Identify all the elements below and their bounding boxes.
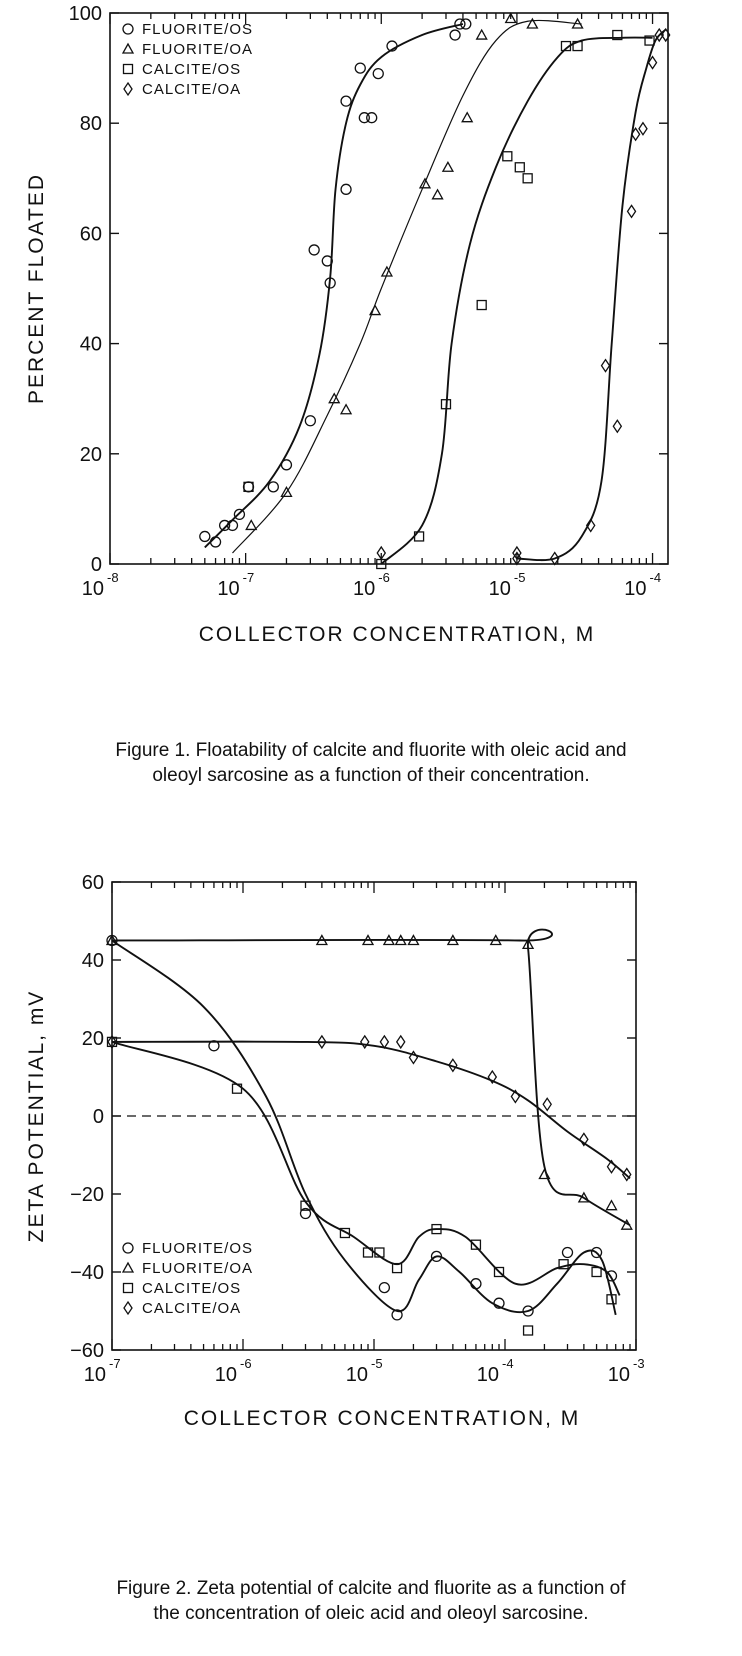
- figure1-caption: [6, 738, 736, 788]
- data-point: [373, 69, 383, 79]
- data-point: [515, 163, 524, 172]
- fig1-xtick-label: 10: [624, 578, 647, 600]
- data-point: [606, 1201, 616, 1210]
- legend-marker: [124, 1302, 132, 1314]
- data-point: [268, 482, 278, 492]
- legend-marker: [123, 1263, 133, 1272]
- fig1-ytick-label: 40: [79, 333, 102, 356]
- data-point: [246, 520, 256, 529]
- fig1-xtick-exponent: -6: [378, 570, 390, 585]
- data-point: [477, 30, 487, 39]
- series-curve: [517, 30, 666, 561]
- figure2-caption-line1: Figure 2. Zeta potential of calcite and fluorite as a function of: [116, 1578, 626, 1599]
- legend-marker: [124, 83, 132, 95]
- data-point: [613, 420, 621, 432]
- data-point: [433, 190, 443, 199]
- fig1-xtick-label: 10: [81, 578, 104, 600]
- fig1-xtick-label: 10: [217, 578, 240, 600]
- legend-label: FLUORITE/OA: [142, 41, 254, 58]
- fig1-series-fluorite-oa: [232, 14, 582, 553]
- fig1-legend: [123, 21, 253, 98]
- fig2-xtick-label: 10: [476, 1364, 499, 1386]
- data-point: [309, 245, 319, 255]
- data-point: [477, 301, 486, 310]
- data-point: [200, 531, 210, 541]
- fig1-xtick-exponent: -5: [513, 570, 526, 585]
- data-point: [592, 1268, 601, 1277]
- legend-marker: [123, 24, 133, 34]
- fig2-xtick-label: 10: [214, 1364, 237, 1386]
- data-point: [305, 416, 315, 426]
- fig2-xtick-label: 10: [83, 1364, 106, 1386]
- data-point: [523, 174, 532, 183]
- data-point: [524, 1326, 533, 1335]
- fig1-ytick-label: 60: [79, 223, 102, 246]
- legend-label: FLUORITE/OS: [142, 1240, 254, 1257]
- fig2-xtick-label: 10: [345, 1364, 368, 1386]
- data-point: [341, 96, 351, 106]
- legend-label: CALCITE/OA: [142, 81, 242, 98]
- legend-label: CALCITE/OS: [142, 1280, 242, 1297]
- fig1-xtick-exponent: -4: [649, 570, 662, 585]
- fig2-series-calcite-oa: [108, 1036, 631, 1181]
- legend-marker: [123, 1243, 133, 1253]
- fig2-xtick-exponent: -7: [109, 1356, 121, 1371]
- fig1-series-calcite-os: [244, 31, 654, 569]
- fig2-ytick-label: −40: [70, 1262, 104, 1284]
- data-point: [361, 1036, 369, 1048]
- data-point: [443, 162, 453, 171]
- fig2-chart: [25, 872, 645, 1430]
- fig1-ytick-label: 20: [79, 443, 102, 466]
- legend-label: CALCITE/OS: [142, 61, 242, 78]
- fig2-ytick-label: −60: [70, 1340, 104, 1362]
- fig2-ytick-label: 20: [81, 1028, 104, 1050]
- series-curve: [112, 930, 630, 1226]
- data-point: [211, 537, 221, 547]
- fig2-xtick-exponent: -5: [371, 1356, 383, 1371]
- data-point: [602, 360, 610, 372]
- fig1-xtick-exponent: -8: [107, 570, 119, 585]
- legend-marker: [123, 44, 133, 53]
- legend-label: FLUORITE/OS: [142, 21, 254, 38]
- fig1-x-axis-label: COLLECTOR CONCENTRATION, M: [198, 623, 596, 646]
- figure2-caption-line2: the concentration of oleic acid and oleoyl sarcosine.: [153, 1603, 589, 1624]
- data-point: [397, 1036, 405, 1048]
- fig2-x-axis-label: COLLECTOR CONCENTRATION, M: [183, 1407, 581, 1430]
- series-curve: [381, 38, 652, 564]
- fig2-ytick-label: 40: [81, 950, 104, 972]
- data-point: [563, 1248, 573, 1258]
- data-point: [355, 63, 365, 73]
- data-point: [341, 184, 351, 194]
- fig1-ytick-label: 0: [90, 554, 102, 576]
- data-point: [341, 405, 351, 414]
- fig1-y-axis-label: PERCENT FLOATED: [25, 172, 48, 405]
- fig2-xtick-exponent: -4: [502, 1356, 514, 1371]
- fig2-xtick-exponent: -3: [633, 1356, 645, 1371]
- fig1-series-fluorite-os: [200, 19, 471, 547]
- fig1-xtick-label: 10: [488, 578, 511, 600]
- data-point: [379, 1283, 389, 1293]
- fig1-chart: [25, 3, 670, 646]
- series-curve: [112, 941, 616, 1315]
- figure1-caption-line2: oleoyl sarcosine as a function of their concentration.: [152, 765, 590, 786]
- data-point: [244, 482, 254, 492]
- data-point: [471, 1279, 481, 1289]
- fig2-xtick-exponent: -6: [240, 1356, 252, 1371]
- data-point: [462, 113, 472, 122]
- fig2-xtick-label: 10: [607, 1364, 630, 1386]
- fig2-ytick-label: 0: [92, 1106, 104, 1128]
- fig1-ytick-label: 80: [79, 113, 102, 136]
- data-point: [628, 205, 636, 217]
- data-point: [281, 460, 291, 470]
- data-point: [367, 113, 377, 123]
- fig1-xtick-label: 10: [353, 578, 376, 600]
- data-point: [543, 1098, 551, 1110]
- legend-label: CALCITE/OA: [142, 1300, 242, 1317]
- data-point: [639, 123, 647, 135]
- fig1-ytick-label: 100: [68, 3, 102, 25]
- fig1-xtick-exponent: -7: [242, 570, 255, 585]
- figure1-caption-line1: Figure 1. Floatability of calcite and fluorite with oleic acid and: [115, 740, 627, 761]
- legend-label: FLUORITE/OA: [142, 1260, 254, 1277]
- fig2-legend: [123, 1240, 253, 1317]
- data-point: [380, 1036, 388, 1048]
- legend-marker: [124, 65, 133, 74]
- figure2-caption: [6, 1576, 736, 1626]
- fig2-y-axis-label: ZETA POTENTIAL, mV: [25, 989, 48, 1243]
- data-point: [503, 152, 512, 161]
- fig2-ytick-label: −20: [70, 1184, 104, 1206]
- series-curve: [232, 20, 581, 553]
- data-point: [450, 30, 460, 40]
- legend-marker: [124, 1284, 133, 1293]
- fig2-ytick-label: 60: [81, 872, 104, 894]
- fig2-series-fluorite-oa: [107, 930, 632, 1230]
